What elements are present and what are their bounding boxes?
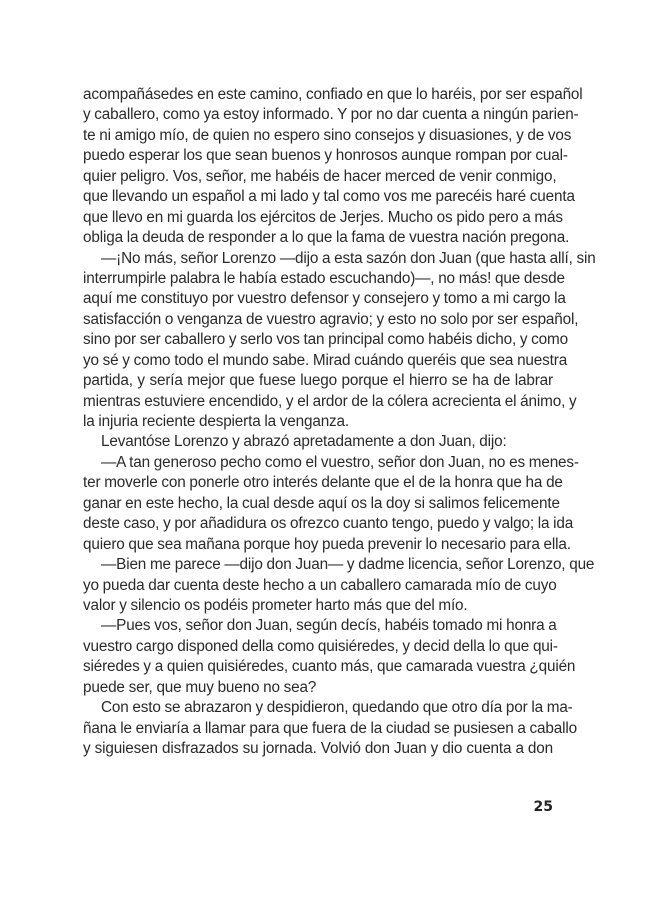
text-line: que llevo en mi guarda los ejércitos de Jerjes. Mucho os pido pero a más <box>83 208 563 226</box>
text-line: —A tan generoso pecho como el vuestro, señor don Juan, no es menes- <box>101 453 579 471</box>
text-line: sino por ser caballero y serlo vos tan principal como habéis dicho, y como <box>83 331 568 349</box>
paragraph <box>83 616 576 698</box>
paragraph <box>83 698 577 759</box>
text-line: y siguiesen disfrazados su jornada. Volvió don Juan y dio cuenta a don <box>83 740 553 757</box>
paragraph <box>83 555 595 616</box>
text-line: puedo esperar los que sean buenos y honrosos aunque rompan por cual- <box>83 147 568 165</box>
text-line: quier peligro. Vos, señor, me habéis de hacer merced de venir conmigo, <box>83 167 557 185</box>
text-line: quiero que sea mañana porque hoy pueda prevenir lo necesario para ella. <box>83 535 571 553</box>
text-line: yo pueda dar cuenta deste hecho a un caballero camarada mío de cuyo <box>83 576 557 594</box>
text-line: la injuria reciente despierta la venganza. <box>83 413 350 430</box>
text-line: ganar en este hecho, la cual desde aquí os la doy si salimos felicemente <box>83 494 560 512</box>
text-line: —Bien me parece —dijo don Juan— y dadme licencia, señor Lorenzo, que <box>101 556 595 574</box>
text-line: que llevando un español a mi lado y tal como vos me parecéis haré cuenta <box>83 188 575 206</box>
text-line: vuestro cargo disponed della como quisiéredes, y decid della lo que qui- <box>83 637 558 655</box>
page-number: 25 <box>533 799 553 815</box>
body-text <box>83 85 596 759</box>
text-line: obliga la deuda de responder a lo que la fama de vuestra nación pregona. <box>83 229 570 247</box>
text-line: satisfacción o venganza de vuestro agravio; y esto no solo por ser español, <box>83 310 579 328</box>
text-line: interrumpirle palabra le había estado escuchando)—, no más! que desde <box>83 269 565 287</box>
text-line: mientras estuviere encendido, y el ardor de la cólera acrecienta el ánimo, y <box>83 392 577 410</box>
text-line: ñana le enviaría a llamar para que fuera de la ciudad se pusiesen a caballo <box>83 719 577 737</box>
text-line: Con esto se abrazaron y despidieron, quedando que otro día por la ma- <box>101 699 573 717</box>
text-line: —¡No más, señor Lorenzo —dijo a esta sazón don Juan (que hasta allí, sin <box>101 249 596 267</box>
text-line: te ni amigo mío, de quien no espero sino consejos y disuasiones, y de vos <box>83 126 572 144</box>
text-line: siéredes y a quien quisiéredes, cuanto más, que camarada vuestra ¿quién <box>83 658 576 676</box>
text-line: valor y silencio os podéis prometer harto más que del mío. <box>83 596 468 614</box>
paragraph <box>83 453 579 555</box>
text-line: puede ser, que muy bueno no sea? <box>83 678 317 696</box>
text-line: ter moverle con ponerle otro interés delante que el de la honra que ha de <box>83 474 563 492</box>
text-line: aquí me constituyo por vuestro defensor y consejero y tomo a mi cargo la <box>83 290 566 308</box>
text-line: yo sé y como todo el mundo sabe. Mirad cuándo queréis que sea nuestra <box>83 351 568 369</box>
paragraph <box>83 249 596 433</box>
paragraph <box>83 432 553 452</box>
paragraph <box>83 85 583 249</box>
text-line: deste caso, y por añadidura os ofrezco cuanto tengo, puedo y valgo; la ida <box>83 515 574 533</box>
text-line: y caballero, como ya estoy informado. Y por no dar cuenta a ningún parien- <box>83 106 579 124</box>
text-line: —Pues vos, señor don Juan, según decís, habéis tomado mi honra a <box>101 617 557 635</box>
text-line: acompañásedes en este camino, confiado en que lo haréis, por ser español <box>83 86 583 103</box>
text-line: Levantóse Lorenzo y abrazó apretadamente a don Juan, dijo: <box>101 433 507 451</box>
text-line: partida, y sería mejor que fuese luego porque el hierro se ha de labrar <box>83 372 553 390</box>
